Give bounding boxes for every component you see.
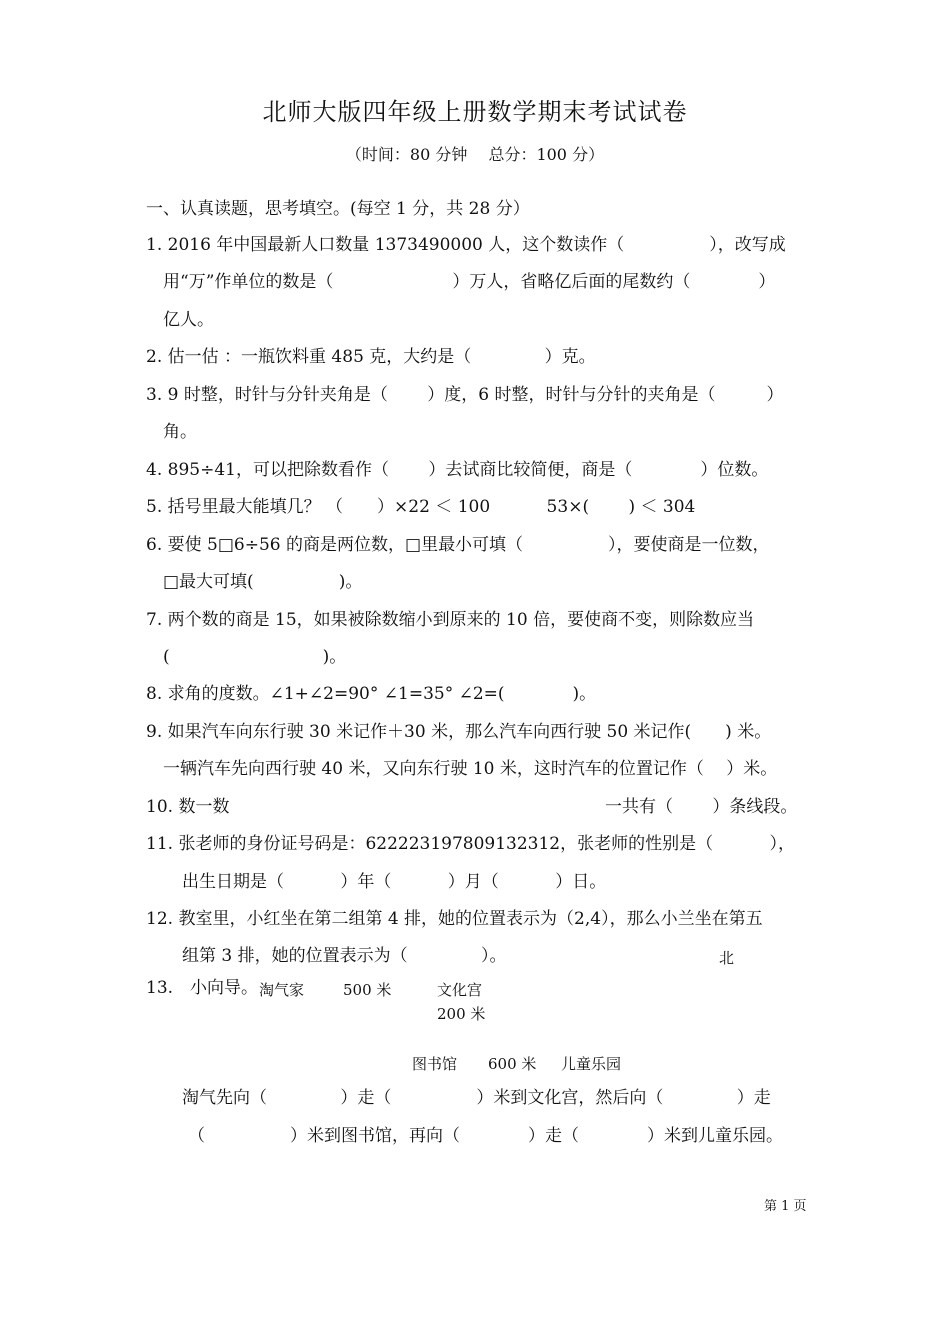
map-taoqi-home: 淘气家: [259, 981, 305, 999]
map-north-label: 北: [719, 949, 735, 967]
question-3-line-1: 3. 9 时整，时针与分针夹角是（ ）度，6 时整，时针与分针的夹角是（ ）: [146, 385, 784, 405]
question-7-line-1: 7. 两个数的商是 15，如果被除数缩小到原来的 10 倍，要使商不变，则除数应当: [146, 610, 755, 630]
question-11-line-1: 11. 张老师的身份证号码是：622223197809132312，张老师的性别是（ ），: [146, 834, 796, 854]
question-2: 2. 估一估 ：一瓶饮料重 485 克，大约是（ ）克。: [146, 347, 596, 367]
section-heading: 一、认真读题，思考填空。(每空 1 分，共 28 分）: [146, 199, 530, 219]
question-13: 13. 小向导。: [146, 978, 259, 998]
question-12-line-2: 组第 3 排，她的位置表示为（ ）。: [182, 946, 507, 966]
question-13-line-1: 淘气先向（ ）走（ ）米到文化宫，然后向（ ）走: [182, 1088, 771, 1108]
question-11-line-2: 出生日期是（ ）年（ ）月（ ）日。: [182, 872, 607, 892]
question-1-line-2: 用“万”作单位的数是（ ）万人，省略亿后面的尾数约（ ）: [163, 272, 776, 292]
question-13-line-2: （ ）米到图书馆，再向（ ）走（ ）米到儿童乐园。: [188, 1126, 783, 1146]
map-distance-200: 200 米: [437, 1005, 486, 1023]
exam-time-score: （时间：80 分钟 总分：100 分）: [345, 145, 605, 164]
map-playground: 儿童乐园: [561, 1055, 622, 1073]
question-9-line-2: 一辆汽车先向西行驶 40 米，又向东行驶 10 米，这时汽车的位置记作（ ）米。: [163, 759, 778, 779]
question-6-line-2: □最大可填( )。: [163, 572, 363, 592]
question-12-line-1: 12. 教室里，小红坐在第二组第 4 排，她的位置表示为（2,4），那么小兰坐在第五: [146, 909, 763, 929]
map-culture-palace: 文化宫: [437, 981, 483, 999]
map-library: 图书馆: [412, 1055, 458, 1073]
map-distance-600: 600 米: [488, 1055, 537, 1073]
question-7-line-2: ( )。: [163, 647, 347, 667]
question-1-line-1: 1. 2016 年中国最新人口数量 1373490000 人，这个数读作（ ），改写成: [146, 235, 786, 255]
question-8: 8. 求角的度数。∠1+∠2=90° ∠1=35° ∠2=( )。: [146, 684, 597, 704]
page-number: 第 1 页: [764, 1199, 807, 1214]
question-4: 4. 895÷41，可以把除数看作（ ）去试商比较简便，商是（ ）位数。: [146, 460, 769, 480]
question-10-answer: 一共有（ ）条线段。: [605, 797, 798, 817]
map-distance-500: 500 米: [343, 981, 392, 999]
question-3-line-2: 角。: [163, 422, 197, 442]
question-10-label: 10. 数一数: [146, 797, 230, 817]
question-6-line-1: 6. 要使 5□6÷56 的商是两位数，□里最小可填（ ），要使商是一位数，: [146, 535, 770, 555]
question-5: 5. 括号里最大能填几？ （ ）×22 ＜ 100 53×( ) ＜ 304: [146, 497, 696, 517]
question-9-line-1: 9. 如果汽车向东行驶 30 米记作＋30 米，那么汽车向西行驶 50 米记作( ) 米。: [146, 722, 772, 742]
question-1-line-3: 亿人。: [163, 310, 214, 330]
page-title: 北师大版四年级上册数学期末考试试卷: [262, 98, 688, 126]
